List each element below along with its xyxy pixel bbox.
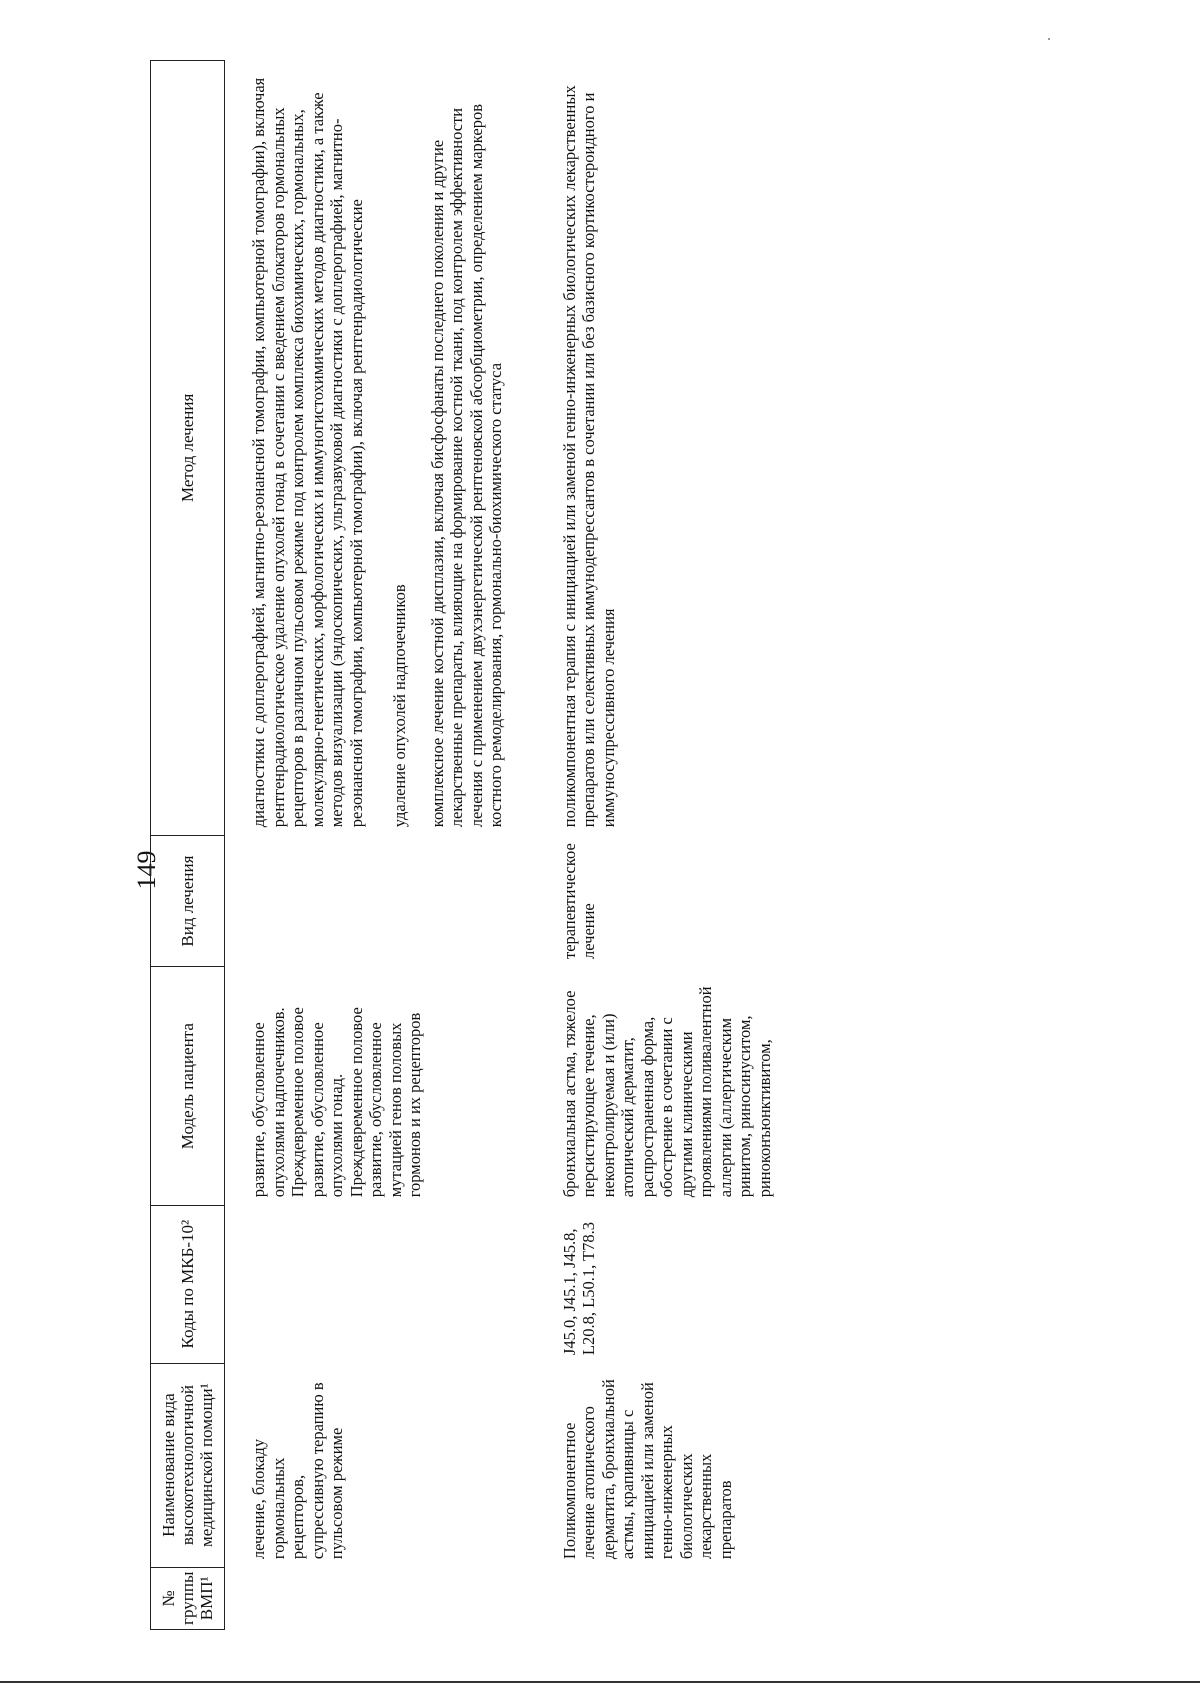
cell-group — [536, 1567, 805, 1629]
scan-speck — [1048, 38, 1050, 40]
cell-patient-model: бронхиальная астма, тяжелое персистирующее течение, неконтролируемая и (или) атопический дерматит, распространенная форма, обострение в сочетании с другими клиническими проявлениями поливалентной аллергии (аллергическим ринитом, риносинуситом, риноконъюнктивитом, — [559, 986, 774, 1198]
header-icd-codes: Коды по МКБ-10² — [151, 1205, 225, 1363]
cell-treatment-method — [225, 61, 536, 836]
header-treatment-method: Метод лечения — [151, 61, 225, 836]
cell-vmp-name: Поликомпонентное лечение атопического дерматита, бронхиальной астмы, крапивницы с инициацией или заменой генно-инженерных биологических лекарственных препаратов — [559, 1379, 735, 1560]
cell-treatment-method — [536, 61, 805, 836]
cell-patient-model: развитие, обусловленное опухолями надпочечников. Преждевременное половое развитие, обусловленное опухолями гонад. Преждевременное половое развитие, обусловленное мутацией генов половых гормонов и их рецепторов — [249, 1007, 424, 1198]
header-patient-model: Модель пациента — [151, 967, 225, 1205]
cell-treatment-type: терапевтическое лечение — [559, 843, 598, 959]
rotated-page-content — [150, 60, 950, 1630]
header-treatment-type: Вид лечения — [151, 835, 225, 967]
table-header-row — [151, 61, 225, 1630]
cell-vmp-name: лечение, блокаду гормональных рецепторов, супрессивную терапию в пульсовом режиме — [249, 1382, 346, 1560]
method-paragraph: диагностики с доплерографией, магнитно-резонансной томографии, компьютерной томографии), включая рентгенрадиологическое удаление опухолей гонад в сочетании с введением блокаторов гормональных рецепторов в различном пульсовом режиме под контролем комплекса биохимических, гормональных, молекулярно-генетических, морфологических и иммуногистохимических методов диагностики, а также методов визуализации (эндоскопических, ультразвуковой диагностики с доплерографией, магнитно-резонансной томографии, компьютерной томографии), включая рентгенрадиологические — [249, 77, 366, 828]
method-paragraph: поликомпонентная терапия с инициацией или заменой генно-инженерных биологических лекарственных препаратов или селективных иммунодепрессантов в сочетании или без базисного кортикостероидного и иммуносупрессивного лечения — [559, 85, 618, 828]
page-number: 149 — [132, 850, 161, 890]
table-row — [536, 61, 805, 1630]
header-vmp-name: Наименование вида высокотехнологичной медицинской помощи¹ — [151, 1363, 225, 1567]
method-paragraph: комплексное лечение костной дисплазии, включая бисфосфанаты последнего поколения и другие лекарственные препараты, влияющие на формирование костной ткани, под контролем эффективности лечения с применением двухэнергетической рентгеновской абсорбциометрии, определением маркеров костного ремоделирования, гормонально-биохимического статуса — [427, 103, 505, 828]
cell-group — [225, 1567, 536, 1629]
header-group-number: № группы ВМП¹ — [151, 1567, 225, 1629]
cell-icd-codes: J45.0, J45.1, J45.8, L20.8, L50.1, T78.3 — [559, 1221, 598, 1356]
table-row — [225, 61, 536, 1630]
cell-icd-codes — [225, 1205, 536, 1363]
cell-treatment-type — [225, 835, 536, 967]
vmp-table — [150, 60, 804, 1630]
bottom-rule — [0, 1681, 1200, 1683]
method-paragraph: удаление опухолей надпочечников — [390, 584, 409, 828]
